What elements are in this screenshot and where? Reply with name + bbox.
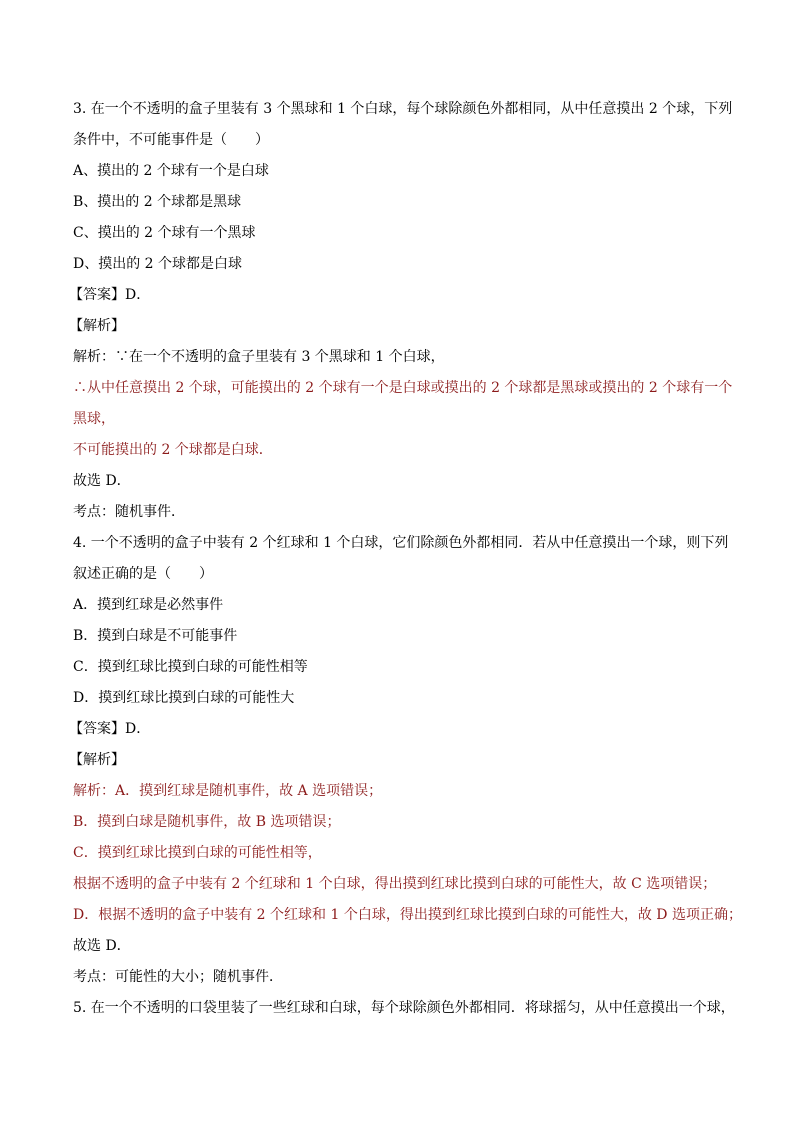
q3-answer: 【答案】D． (69, 287, 151, 303)
q3-conclusion: 故选 D． (73, 473, 131, 489)
q4-conclusion: 故选 D． (73, 938, 131, 954)
q4-analysis-line5: D．根据不透明的盒子中装有 2 个红球和 1 个白球，得出摸到红球比摸到白球的可能性大，故 D 选项正确； (73, 907, 742, 923)
q3-keypoint: 考点：随机事件． (73, 504, 185, 520)
document-page (69, 98, 742, 1028)
q3-stem-line1: 3. 在一个不透明的盒子里装有 3 个黑球和 1 个白球，每个球除颜色外都相同，从中任意摸出 2 个球，下列 (73, 101, 733, 117)
q5-stem-line1: 5. 在一个不透明的口袋里装了一些红球和白球，每个球除颜色外都相同．将球摇匀，从中任意摸出一个球， (73, 1000, 735, 1016)
q4-option-a: A．摸到红球是必然事件 (73, 597, 224, 613)
q4-analysis-line2: B．摸到白球是随机事件，故 B 选项错误； (73, 814, 341, 830)
q3-analysis-line4: 不可能摸出的 2 个球都是白球． (73, 442, 273, 458)
q4-option-d: D．摸到红球比摸到白球的可能性大 (73, 690, 295, 706)
q3-option-b: B、摸出的 2 个球都是黑球 (73, 194, 242, 210)
q3-stem-line2: 条件中，不可能事件是（ ） (73, 132, 269, 148)
q3-analysis-heading: 【解析】 (69, 318, 125, 334)
q4-analysis-line1: 解析：A．摸到红球是随机事件，故 A 选项错误； (73, 783, 383, 799)
q3-analysis-line3: 黑球， (73, 411, 115, 427)
q4-analysis-line4: 根据不透明的盒子中装有 2 个红球和 1 个白球，得出摸到红球比摸到白球的可能性大，故 C 选项错误； (73, 876, 717, 892)
q3-analysis-line2: ∴从中任意摸出 2 个球，可能摸出的 2 个球有一个是白球或摸出的 2 个球都是黑球或摸出的 2 个球有一个 (73, 380, 733, 396)
q3-analysis-line1: 解析：∵在一个不透明的盒子里装有 3 个黑球和 1 个白球， (73, 349, 445, 365)
q4-stem-line2: 叙述正确的是（ ） (73, 566, 213, 582)
q3-option-d: D、摸出的 2 个球都是白球 (73, 256, 243, 272)
q4-option-c: C．摸到红球比摸到白球的可能性相等 (73, 659, 308, 675)
q4-analysis-heading: 【解析】 (69, 752, 125, 768)
q4-analysis-line3: C．摸到红球比摸到白球的可能性相等， (73, 845, 322, 861)
q3-option-a: A、摸出的 2 个球有一个是白球 (73, 163, 269, 179)
q3-option-c: C、摸出的 2 个球有一个黑球 (73, 225, 256, 241)
q4-stem-line1: 4. 一个不透明的盒子中装有 2 个红球和 1 个白球，它们除颜色外都相同．若从中任意摸出一个球，则下列 (73, 535, 729, 551)
q4-option-b: B．摸到白球是不可能事件 (73, 628, 238, 644)
q4-answer: 【答案】D． (69, 721, 151, 737)
q4-keypoint: 考点：可能性的大小；随机事件． (73, 969, 283, 985)
